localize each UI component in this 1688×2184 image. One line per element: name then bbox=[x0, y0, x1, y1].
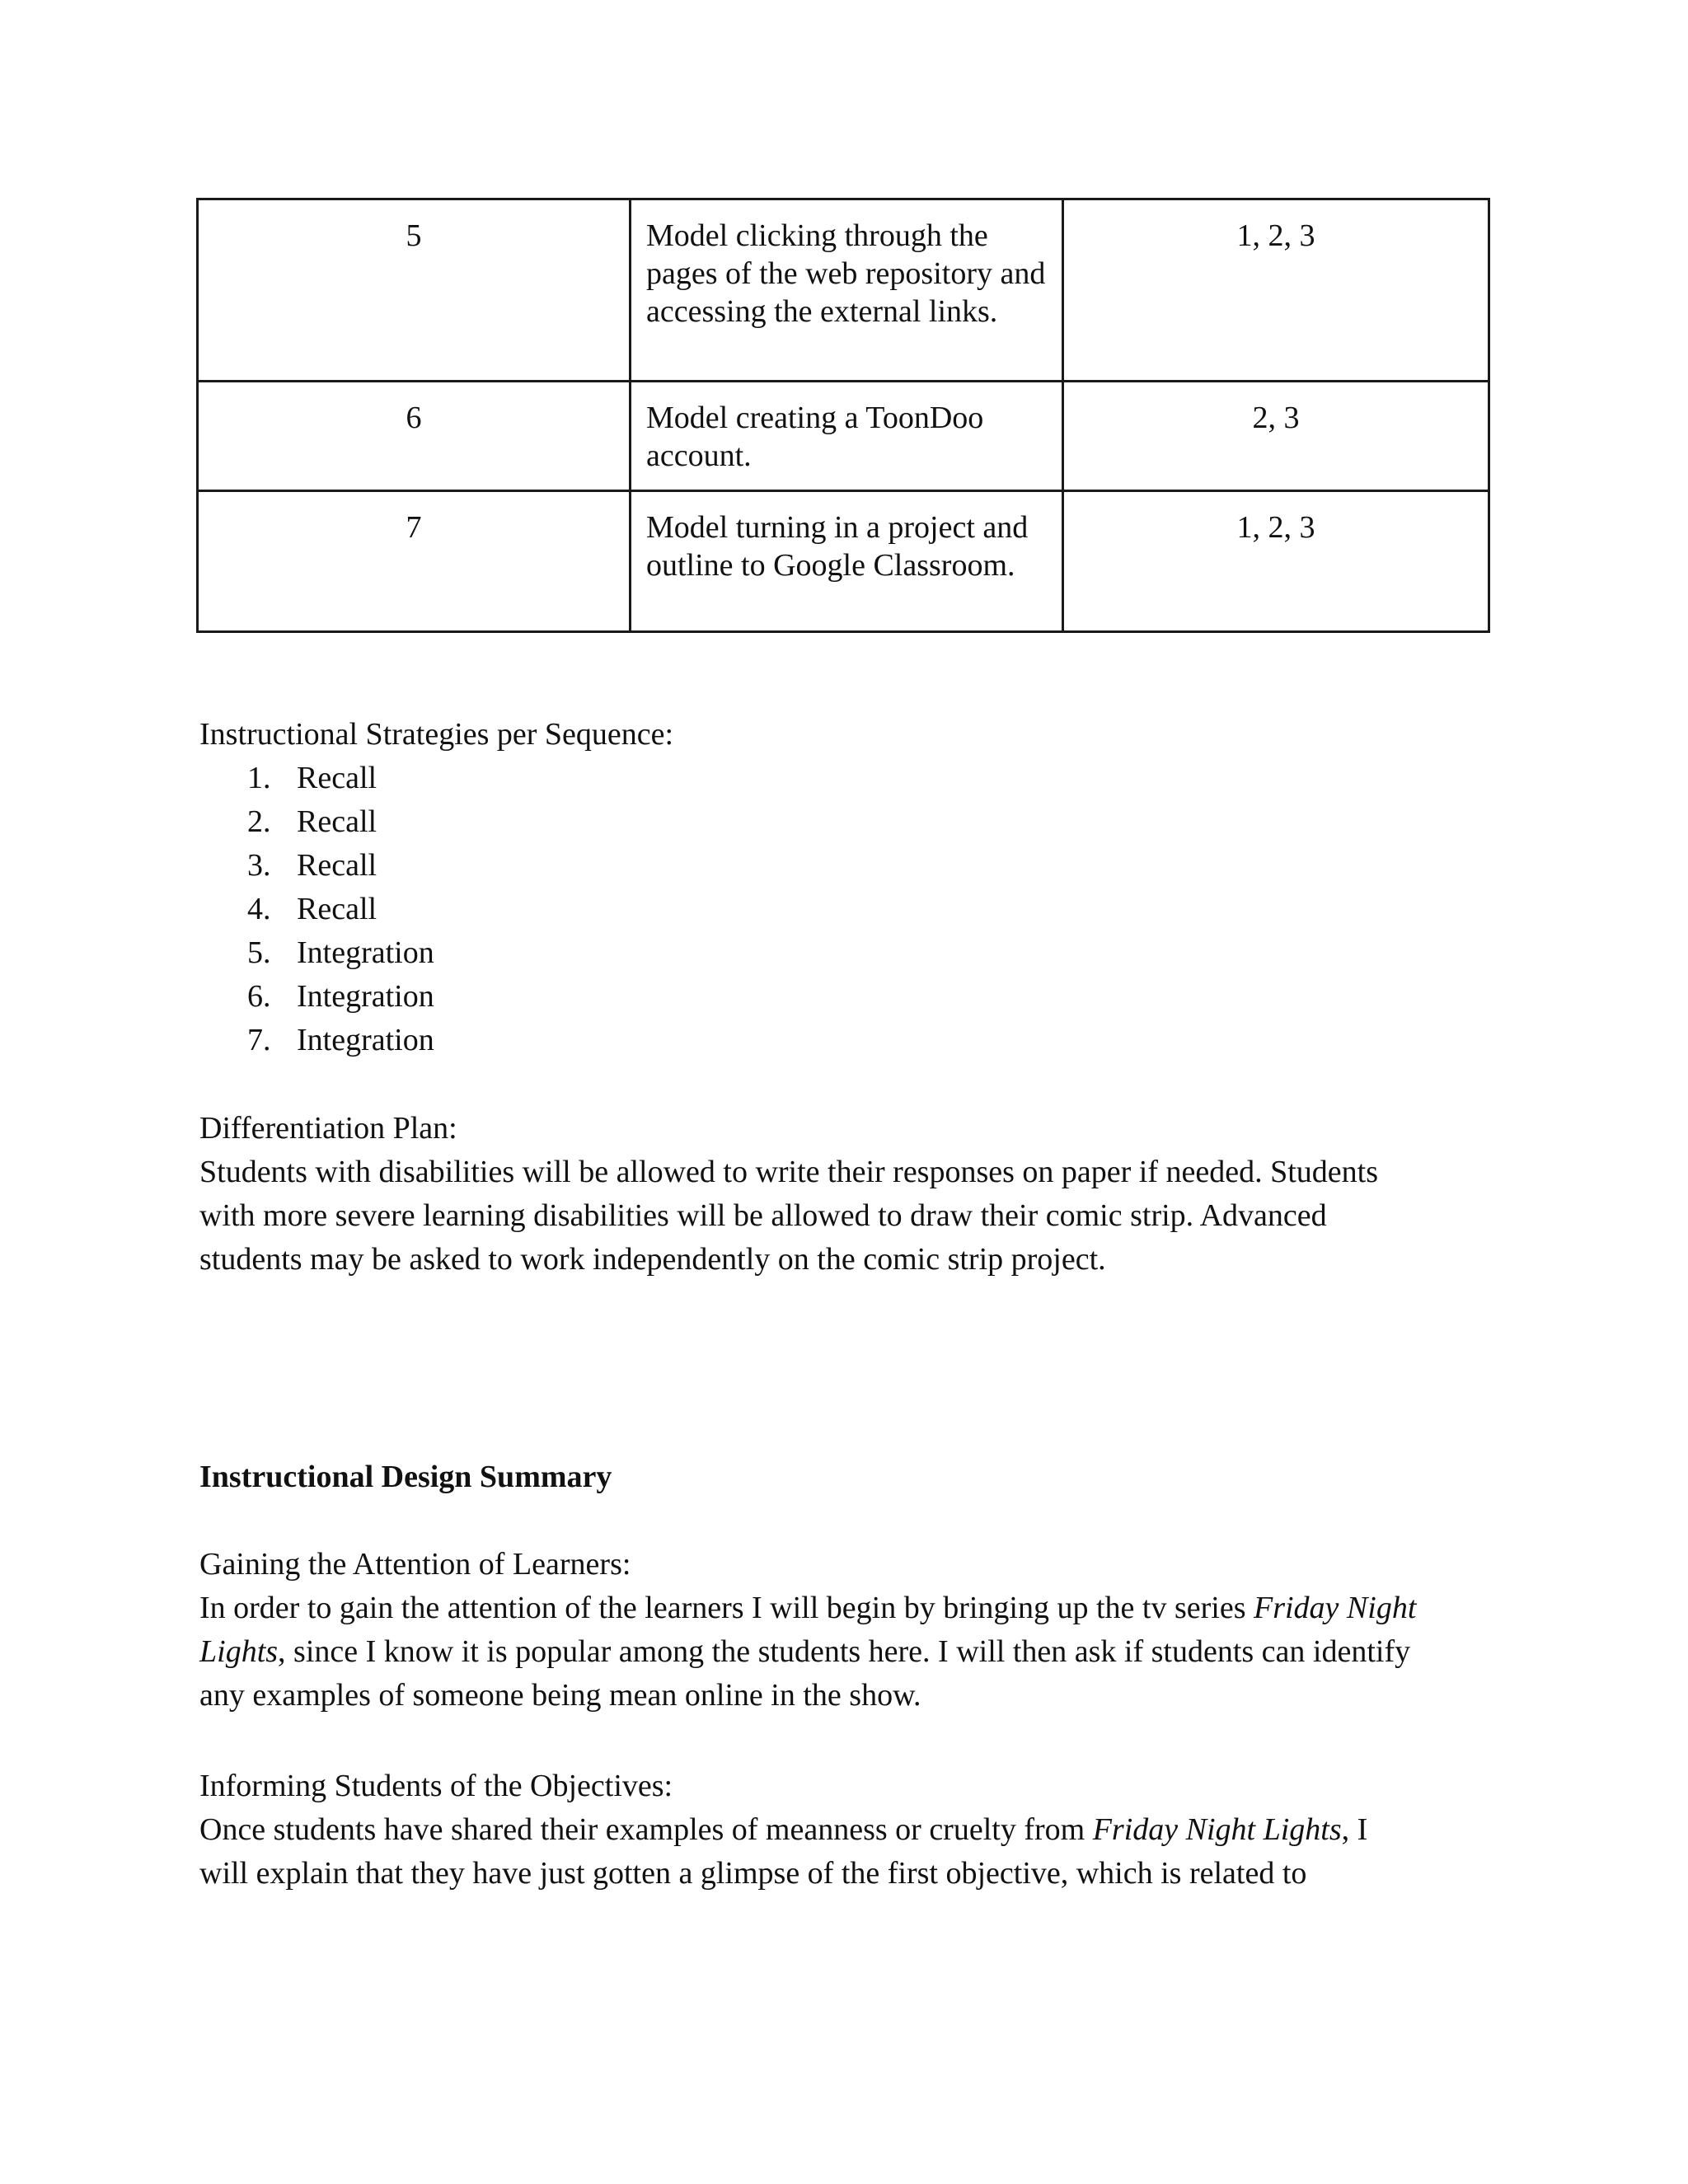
list-number: 5. bbox=[247, 935, 271, 970]
list-number: 2. bbox=[247, 804, 271, 839]
show-title: Friday Night bbox=[1254, 1591, 1417, 1625]
list-item bbox=[199, 931, 1493, 975]
list-number: 6. bbox=[247, 979, 271, 1014]
differentiation-heading: Differentiation Plan: bbox=[199, 1111, 457, 1146]
sequence-table bbox=[196, 198, 1490, 633]
list-number: 3. bbox=[247, 848, 271, 883]
list-item bbox=[199, 800, 1493, 844]
list-item bbox=[199, 975, 1493, 1019]
table-row bbox=[198, 382, 1489, 491]
activity-cell: Model creating a ToonDoo account. bbox=[631, 382, 1063, 491]
objectives-heading: Informing Students of the Objectives: bbox=[199, 1769, 673, 1803]
differentiation-section bbox=[199, 1107, 1493, 1282]
list-label: Recall bbox=[297, 892, 377, 926]
strategies-heading: Instructional Strategies per Sequence: bbox=[199, 717, 674, 752]
paragraph-line: with more severe learning disabilities will be allowed to draw their comic strip. Advanced bbox=[199, 1198, 1327, 1233]
list-number: 4. bbox=[247, 892, 271, 926]
table-row bbox=[198, 491, 1489, 632]
show-title: Lights bbox=[199, 1634, 279, 1669]
paragraph-line: students may be asked to work independently on the comic strip project. bbox=[199, 1242, 1106, 1277]
list-label: Recall bbox=[297, 848, 377, 883]
paragraph-line bbox=[199, 1808, 1493, 1852]
strategies-section bbox=[199, 713, 1493, 1062]
list-label: Recall bbox=[297, 804, 377, 839]
show-title: Friday Night Lights bbox=[1092, 1812, 1342, 1847]
list-item bbox=[199, 757, 1493, 800]
paragraph-line: will explain that they have just gotten a glimpse of the first objective, which is related to bbox=[199, 1856, 1307, 1891]
sequence-number: 6 bbox=[198, 382, 631, 491]
text-run: In order to gain the attention of the learners I will begin by bringing up the tv series bbox=[199, 1591, 1254, 1625]
objectives-cell: 1, 2, 3 bbox=[1063, 199, 1489, 382]
text-run: , since I know it is popular among the students here. I will then ask if students can identify bbox=[278, 1634, 1411, 1669]
sequence-number: 7 bbox=[198, 491, 631, 632]
list-label: Integration bbox=[297, 979, 434, 1014]
list-label: Integration bbox=[297, 1023, 434, 1057]
paragraph-line bbox=[199, 1630, 1493, 1674]
strategies-list bbox=[199, 757, 1493, 1062]
paragraph-line bbox=[199, 1586, 1493, 1630]
sequence-number: 5 bbox=[198, 199, 631, 382]
objectives-cell: 1, 2, 3 bbox=[1063, 491, 1489, 632]
list-label: Recall bbox=[297, 761, 377, 795]
text-run: , I bbox=[1341, 1812, 1368, 1847]
list-item bbox=[199, 1019, 1493, 1062]
list-number: 7. bbox=[247, 1023, 271, 1057]
table-row bbox=[198, 199, 1489, 382]
activity-cell: Model turning in a project and outline to Google Classroom. bbox=[631, 491, 1063, 632]
attention-heading: Gaining the Attention of Learners: bbox=[199, 1547, 631, 1582]
objectives-section bbox=[199, 1765, 1493, 1896]
activity-cell: Model clicking through the pages of the web repository and accessing the external links. bbox=[631, 199, 1063, 382]
list-item bbox=[199, 888, 1493, 931]
objectives-cell: 2, 3 bbox=[1063, 382, 1489, 491]
section-title: Instructional Design Summary bbox=[199, 1460, 612, 1494]
list-label: Integration bbox=[297, 935, 434, 970]
attention-section bbox=[199, 1543, 1493, 1718]
paragraph-line: Students with disabilities will be allowed to write their responses on paper if needed. Students bbox=[199, 1155, 1379, 1189]
paragraph-line: any examples of someone being mean online in the show. bbox=[199, 1678, 921, 1713]
text-run: Once students have shared their examples of meanness or cruelty from bbox=[199, 1812, 1093, 1847]
list-number: 1. bbox=[247, 761, 271, 795]
list-item bbox=[199, 844, 1493, 888]
